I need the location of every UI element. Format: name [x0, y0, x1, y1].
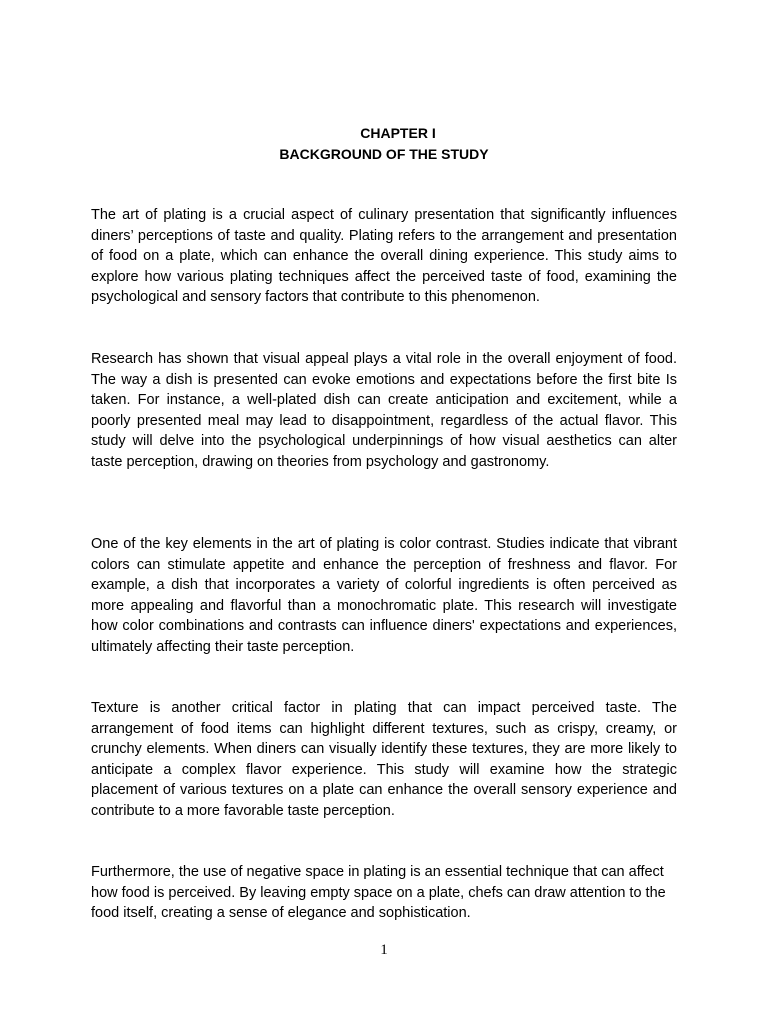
chapter-title: BACKGROUND OF THE STUDY: [279, 146, 489, 162]
paragraph: Texture is another critical factor in plating that can impact perceived taste. The arrangement of food items can highlight different textures, such as crispy, creamy, or crunchy elements. When diners can visually identify these textures, they are more likely to anticipate a complex flavor experience. This study will examine how the strategic placement of various textures on a plate can enhance the overall sensory experience and contribute to a more favorable taste perception.: [91, 700, 677, 819]
chapter-label: CHAPTER I: [360, 125, 436, 141]
paragraph: One of the key elements in the art of plating is color contrast. Studies indicate that vibrant colors can stimulate appetite and enhance the perception of freshness and flavor. For example, a dish that incorporates a variety of colorful ingredients is often perceived as more appealing and flavorful than a monochromatic plate. This research will investigate how color combinations and contrasts can influence diners' expectations and experiences, ultimately affecting their taste perception.: [91, 536, 677, 655]
page-number: 1: [380, 942, 388, 958]
paragraph: The art of plating is a crucial aspect of culinary presentation that significantly influences diners’ perceptions of taste and quality. Plating refers to the arrangement and presentation of food on a plate, which can enhance the overall dining experience. This study aims to explore how various plating techniques affect the perceived taste of food, examining the psychological and sensory factors that contribute to this phenomenon.: [91, 207, 677, 306]
paragraph: Furthermore, the use of negative space in plating is an essential technique that can affect how food is perceived. By leaving empty space on a plate, chefs can draw attention to the food itself, creating a sense of elegance and sophistication.: [91, 864, 666, 922]
paragraph: Research has shown that visual appeal plays a vital role in the overall enjoyment of food. The way a dish is presented can evoke emotions and expectations before the first bite Is taken. For instance, a well-plated dish can create anticipation and excitement, while a poorly presented meal may lead to disappointment, regardless of the actual flavor. This study will delve into the psychological underpinnings of how visual aesthetics can alter taste perception, drawing on theories from psychology and gastronomy.: [91, 351, 677, 470]
